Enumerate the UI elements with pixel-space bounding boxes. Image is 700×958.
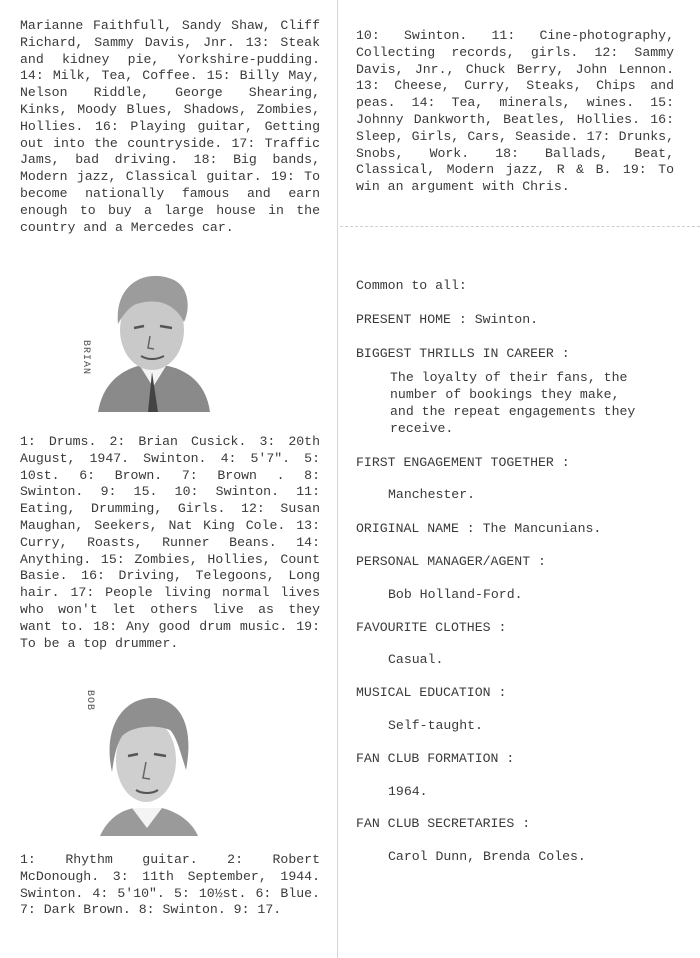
column-divider <box>337 0 338 958</box>
fanclub-text: 1964. <box>388 783 428 799</box>
manager-label: PERSONAL MANAGER/AGENT : <box>356 553 546 569</box>
clothes-label: FAVOURITE CLOTHES : <box>356 619 507 635</box>
education-text: Self-taught. <box>388 717 483 733</box>
education-label: MUSICAL EDUCATION : <box>356 685 507 701</box>
common-heading: Common to all: <box>356 278 467 293</box>
clothes-text: Casual. <box>388 652 444 668</box>
thrills-text: The loyalty of their fans, the number of bookings they make, and the repeat engagements they receive. <box>390 370 636 436</box>
thrills-label: BIGGEST THRILLS IN CAREER : <box>356 345 570 361</box>
brian-name-tag: BRIAN <box>80 340 91 376</box>
section-divider <box>340 226 700 227</box>
first-engagement-text: Manchester. <box>388 487 476 503</box>
secretaries-text: Carol Dunn, Brenda Coles. <box>388 849 586 865</box>
present-home: PRESENT HOME : Swinton. <box>356 311 539 327</box>
manager-text: Bob Holland-Ford. <box>388 586 523 602</box>
intro-paragraph: Marianne Faithfull, Sandy Shaw, Cliff Richard, Sammy Davis, Jnr. 13: Steak and kidney pie, Yorkshire-pudding. 14: Milk, Tea, Coffee. 15: Billy May, Nelson Riddle, George Shearing, Kinks, Moody Blues, Shadows, Zombies, Hollies. 16: Playing guitar, Getting out into the countryside. 17: Traffic Jams, bad driving. 18: Big bands, Modern jazz, Classical guitar. 19: To become nationally famous and earn enough to buy a large house in the country and a Mercedes car. <box>20 18 320 235</box>
left-column <box>20 18 320 236</box>
bob-name-tag: BOB <box>84 690 95 712</box>
continued-answers: 10: Swinton. 11: Cine-photography, Collecting records, girls. 12: Sammy Davis, Jnr., Chuck Berry, John Lennon. 13: Cheese, Curry, Steaks, Chips and peas. 14: Tea, minerals, wines. 15: Johnny Dankworth, Beatles, Hollies. 16: Sleep, Girls, Cars, Seaside. 17: Drunks, Snobs, Work. 18: Ballads, Beat, Classical, Modern jazz, R & B. 19: To win an argument with Chris. <box>356 28 674 195</box>
common-section <box>356 278 674 866</box>
first-engagement-label: FIRST ENGAGEMENT TOGETHER : <box>356 454 570 470</box>
secretaries-label: FAN CLUB SECRETARIES : <box>356 816 531 832</box>
brian-details <box>20 434 320 652</box>
original-name: ORIGINAL NAME : The Mancunians. <box>356 521 602 537</box>
fanclub-label: FAN CLUB FORMATION : <box>356 750 515 766</box>
brian-answers: 1: Drums. 2: Brian Cusick. 3: 20th August, 1947. Swinton. 4: 5'7". 5: 10st. 6: Brown. 7: Brown . 8: Swinton. 9: 15. 10: Swinton. 11: Eating, Drumming, Girls. 12: Susan Maughan, Seekers, Nat King Cole. 13: Curry, Roasts, Runner Beans. 14: Anything. 15: Zombies, Hollies, Count Basie. 16: Driving, Telegoons, Long hair. 17: People living normal lives who won't let others live as they want to. 18: Any good drum music. 19: To be a top drummer. <box>20 434 320 651</box>
brian-portrait <box>78 262 228 412</box>
bob-details <box>20 852 320 919</box>
bob-answers: 1: Rhythm guitar. 2: Robert McDonough. 3: 11th September, 1944. Swinton. 4: 5'10". 5: 10½st. 6: Blue. 7: Dark Brown. 8: Swinton. 9: 17. <box>20 852 320 918</box>
right-top-column <box>356 28 674 196</box>
